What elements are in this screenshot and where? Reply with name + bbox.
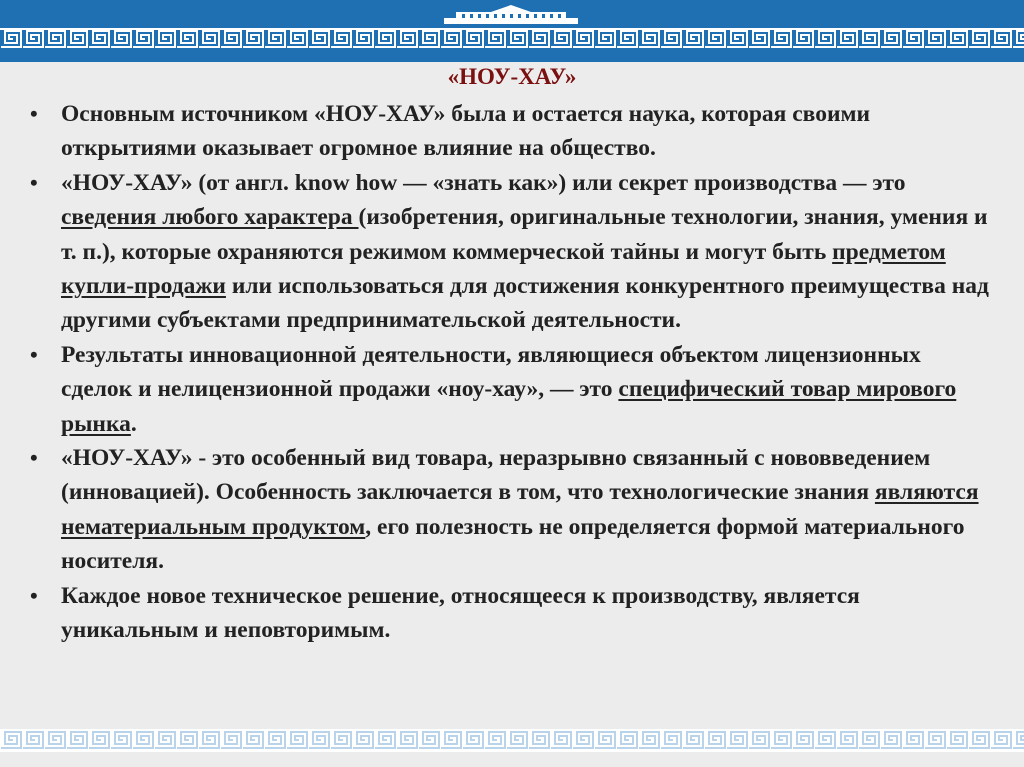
bullet-marker: • (30, 341, 38, 367)
greek-meander-border-bottom (0, 729, 1024, 753)
bullet-marker: • (30, 445, 38, 471)
bullet-text: «НОУ-ХАУ» (от англ. know how — «знать как») или секрет производства — это (61, 169, 906, 196)
list-item (30, 166, 990, 338)
bullet-marker: • (30, 101, 38, 126)
underlined-link[interactable]: предметом купли-продажи (61, 238, 946, 300)
bullet-text: , его полезность не определяется формой материального носителя. (61, 513, 965, 575)
list-item (30, 338, 990, 441)
slide-title: «НОУ-ХАУ» (447, 64, 577, 89)
list-item (30, 97, 990, 166)
list-item (30, 441, 990, 579)
bullet-text: «НОУ-ХАУ» - это особенный вид товара, неразрывно связанный с нововведением (инновацией). Особенность заключается в том, что технологические знания (61, 445, 931, 506)
bullet-list (30, 97, 990, 648)
bullet-marker: • (30, 582, 38, 608)
footer-strip (0, 752, 1024, 767)
underlined-link[interactable]: сведения любого характера (61, 204, 359, 231)
underlined-link[interactable]: специфический товар мирового рынка (61, 376, 957, 437)
bullet-text: или использоваться для достижения конкурентного преимущества над другими субъектами предпринимательской деятельности. (61, 273, 989, 334)
underlined-link[interactable]: являются нематериальным продуктом (61, 479, 979, 540)
header-band (0, 0, 1024, 62)
bullet-text: (изобретения, оригинальные технологии, знания, умения и т. п.), которые охраняются режимом коммерческой тайны и могут быть (61, 204, 988, 265)
bullet-text: . (130, 410, 137, 437)
building-emblem-icon (436, 4, 586, 26)
bullet-marker: • (30, 169, 38, 195)
bullet-text: Каждое новое техническое решение, относящееся к производству, является уникальным и неповторимым. (61, 582, 860, 644)
bullet-text: Основным источником «НОУ-ХАУ» была и остается наука, которая своими открытиями оказывает огромное влияние на общество. (61, 101, 871, 162)
bullet-text: Результаты инновационной деятельности, являющиеся объектом лицензионных сделок и нелицензионной продажи «ноу-хау», — это (61, 341, 921, 403)
list-item (30, 579, 990, 648)
greek-meander-border-top (0, 28, 1024, 50)
